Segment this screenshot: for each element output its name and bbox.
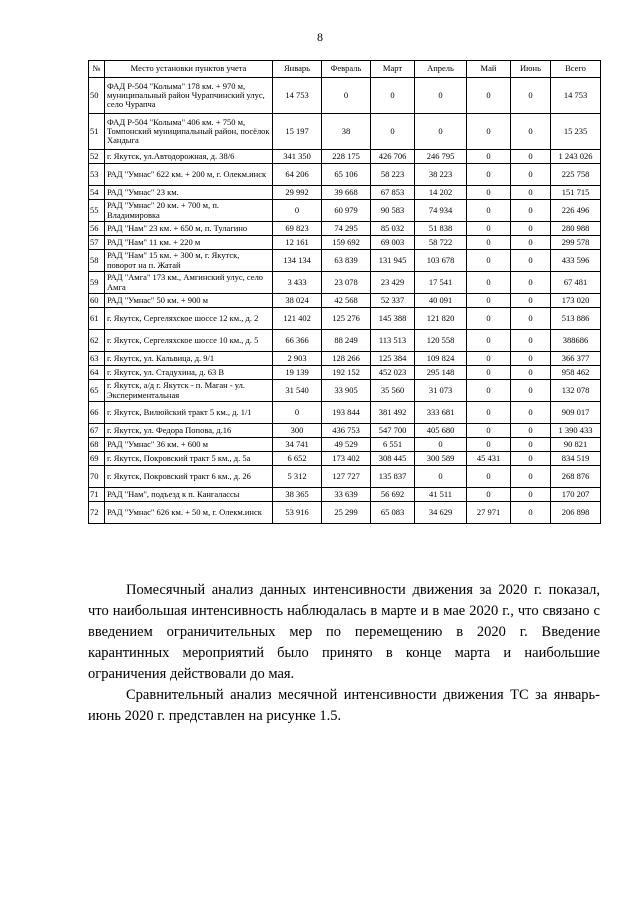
row-may: 0: [467, 78, 511, 114]
body-text: [88, 580, 600, 727]
paragraph-analysis: Помесячный анализ данных интенсивности движения за 2020 г. показал, что наибольшая интенсивность наблюдалась в марте и в мае 2020 г., что связано с введением ограничительных мер по перемещению в 2020 г. Введение карантинных мероприятий было принято в конце марта и наибольшие ограничения действовали до мая.: [88, 582, 600, 682]
header-april: Апрель: [415, 61, 467, 78]
row-february: 193 844: [322, 402, 371, 424]
row-march: 452 023: [371, 366, 415, 380]
row-place: РАД "Нам" 15 км. + 300 м, г. Якутск, поворот на п. Жатай: [105, 250, 273, 272]
row-may: 0: [467, 466, 511, 488]
row-april: 0: [415, 438, 467, 452]
table-row: [89, 236, 601, 250]
row-place: РАД "Нам", подъезд к п. Кангалассы: [105, 488, 273, 502]
row-total: 366 377: [551, 352, 601, 366]
row-total: 958 462: [551, 366, 601, 380]
row-february: 436 753: [322, 424, 371, 438]
row-number: 65: [89, 380, 105, 402]
row-place: РАД "Умнас" 626 км. + 50 м, г. Олекм.инск: [105, 502, 273, 524]
row-january: 341 350: [273, 150, 322, 164]
row-june: 0: [511, 352, 551, 366]
row-june: 0: [511, 78, 551, 114]
row-june: 0: [511, 402, 551, 424]
row-march: 56 692: [371, 488, 415, 502]
row-number: 67: [89, 424, 105, 438]
row-march: 113 513: [371, 330, 415, 352]
row-june: 0: [511, 272, 551, 294]
table-row: [89, 330, 601, 352]
row-january: 53 916: [273, 502, 322, 524]
row-february: 127 727: [322, 466, 371, 488]
row-may: 0: [467, 438, 511, 452]
row-total: 433 596: [551, 250, 601, 272]
row-february: 63 839: [322, 250, 371, 272]
row-january: 121 402: [273, 308, 322, 330]
row-april: 74 934: [415, 200, 467, 222]
row-place: г. Якутск, ул.Автодорожная, д. 38/6: [105, 150, 273, 164]
row-number: 72: [89, 502, 105, 524]
row-june: 0: [511, 452, 551, 466]
row-total: 90 821: [551, 438, 601, 452]
table-row: [89, 466, 601, 488]
row-june: 0: [511, 380, 551, 402]
row-april: 0: [415, 78, 467, 114]
row-may: 0: [467, 272, 511, 294]
row-march: 308 445: [371, 452, 415, 466]
row-january: 64 206: [273, 164, 322, 186]
row-april: 120 558: [415, 330, 467, 352]
table-row: [89, 366, 601, 380]
row-march: 131 945: [371, 250, 415, 272]
row-may: 0: [467, 236, 511, 250]
table-row: [89, 272, 601, 294]
row-number: 59: [89, 272, 105, 294]
table-row: [89, 222, 601, 236]
row-number: 63: [89, 352, 105, 366]
row-january: 15 197: [273, 114, 322, 150]
header-february: Февраль: [322, 61, 371, 78]
row-january: 14 753: [273, 78, 322, 114]
row-place: РАД "Нам" 23 км. + 650 м, п. Тулагино: [105, 222, 273, 236]
row-may: 27 971: [467, 502, 511, 524]
row-april: 0: [415, 114, 467, 150]
table-row: [89, 424, 601, 438]
row-march: 35 560: [371, 380, 415, 402]
row-january: 34 741: [273, 438, 322, 452]
row-june: 0: [511, 200, 551, 222]
row-may: 0: [467, 424, 511, 438]
row-january: 31 540: [273, 380, 322, 402]
row-june: 0: [511, 294, 551, 308]
row-place: г. Якутск, Сергеляхское шоссе 10 км., д. 5: [105, 330, 273, 352]
row-number: 58: [89, 250, 105, 272]
paragraph-figure-reference: Сравнительный анализ месячной интенсивности движения ТС за январь-июнь 2020 г. представлен на рисунке 1.5.: [88, 687, 600, 724]
table-row: [89, 380, 601, 402]
row-january: 66 366: [273, 330, 322, 352]
row-february: 74 295: [322, 222, 371, 236]
row-january: 19 139: [273, 366, 322, 380]
table-row: [89, 502, 601, 524]
row-march: 58 223: [371, 164, 415, 186]
header-may: Май: [467, 61, 511, 78]
row-june: 0: [511, 424, 551, 438]
row-january: 3 433: [273, 272, 322, 294]
header-total: Всего: [551, 61, 601, 78]
table-row: [89, 78, 601, 114]
row-february: 173 402: [322, 452, 371, 466]
row-february: 0: [322, 78, 371, 114]
row-january: 134 134: [273, 250, 322, 272]
row-total: 170 207: [551, 488, 601, 502]
row-january: 6 652: [273, 452, 322, 466]
page-number: 8: [317, 30, 323, 44]
table-row: [89, 186, 601, 200]
row-number: 70: [89, 466, 105, 488]
header-place: Место установки пунктов учета: [105, 61, 273, 78]
row-place: РАД "Умнас" 36 км. + 600 м: [105, 438, 273, 452]
row-place: г. Якутск, ул. Стадухина, д. 63 В: [105, 366, 273, 380]
row-february: 228 175: [322, 150, 371, 164]
row-april: 300 589: [415, 452, 467, 466]
row-march: 69 003: [371, 236, 415, 250]
row-february: 33 639: [322, 488, 371, 502]
row-april: 405 680: [415, 424, 467, 438]
header-march: Март: [371, 61, 415, 78]
row-may: 0: [467, 402, 511, 424]
table-row: [89, 438, 601, 452]
row-february: 65 106: [322, 164, 371, 186]
row-number: 66: [89, 402, 105, 424]
row-number: 68: [89, 438, 105, 452]
table-row: [89, 150, 601, 164]
row-january: 2 903: [273, 352, 322, 366]
row-march: 0: [371, 114, 415, 150]
row-total: 225 758: [551, 164, 601, 186]
row-number: 56: [89, 222, 105, 236]
table-row: [89, 452, 601, 466]
row-april: 121 820: [415, 308, 467, 330]
row-february: 33 905: [322, 380, 371, 402]
row-may: 45 431: [467, 452, 511, 466]
row-number: 71: [89, 488, 105, 502]
row-number: 60: [89, 294, 105, 308]
row-may: 0: [467, 222, 511, 236]
row-number: 62: [89, 330, 105, 352]
row-place: г. Якутск, Вилюйский тракт 5 км., д. 1/1: [105, 402, 273, 424]
row-april: 14 202: [415, 186, 467, 200]
table-row: [89, 352, 601, 366]
row-january: 38 365: [273, 488, 322, 502]
row-january: 69 823: [273, 222, 322, 236]
row-april: 295 148: [415, 366, 467, 380]
row-february: 192 152: [322, 366, 371, 380]
row-place: РАД "Умнас" 50 км. + 900 м: [105, 294, 273, 308]
row-june: 0: [511, 250, 551, 272]
row-total: 909 017: [551, 402, 601, 424]
table-row: [89, 114, 601, 150]
row-place: ФАД Р-504 "Колыма" 178 км. + 970 м, муниципальный район Чурапчинский улус, село Чурапча: [105, 78, 273, 114]
row-february: 60 979: [322, 200, 371, 222]
row-place: г. Якутск, Покровский тракт 6 км., д. 26: [105, 466, 273, 488]
row-number: 54: [89, 186, 105, 200]
table-row: [89, 308, 601, 330]
row-january: 0: [273, 402, 322, 424]
header-january: Январь: [273, 61, 322, 78]
row-february: 38: [322, 114, 371, 150]
row-june: 0: [511, 366, 551, 380]
row-june: 0: [511, 488, 551, 502]
row-may: 0: [467, 380, 511, 402]
row-january: 12 161: [273, 236, 322, 250]
row-february: 49 529: [322, 438, 371, 452]
row-april: 40 091: [415, 294, 467, 308]
row-january: 0: [273, 200, 322, 222]
row-may: 0: [467, 352, 511, 366]
row-may: 0: [467, 330, 511, 352]
row-total: 268 876: [551, 466, 601, 488]
row-may: 0: [467, 114, 511, 150]
row-february: 128 266: [322, 352, 371, 366]
row-total: 206 898: [551, 502, 601, 524]
row-march: 426 706: [371, 150, 415, 164]
row-march: 90 583: [371, 200, 415, 222]
row-total: 1 243 026: [551, 150, 601, 164]
row-april: 34 629: [415, 502, 467, 524]
row-may: 0: [467, 366, 511, 380]
row-february: 125 276: [322, 308, 371, 330]
row-june: 0: [511, 438, 551, 452]
row-june: 0: [511, 466, 551, 488]
row-place: РАД "Умнас" 23 км.: [105, 186, 273, 200]
row-april: 17 541: [415, 272, 467, 294]
row-may: 0: [467, 186, 511, 200]
row-may: 0: [467, 150, 511, 164]
row-number: 57: [89, 236, 105, 250]
row-total: 1 390 433: [551, 424, 601, 438]
row-april: 38 223: [415, 164, 467, 186]
row-total: 299 578: [551, 236, 601, 250]
row-may: 0: [467, 294, 511, 308]
row-march: 52 337: [371, 294, 415, 308]
row-total: 834 519: [551, 452, 601, 466]
row-total: 226 496: [551, 200, 601, 222]
row-june: 0: [511, 114, 551, 150]
row-total: 67 481: [551, 272, 601, 294]
row-april: 31 073: [415, 380, 467, 402]
row-total: 173 020: [551, 294, 601, 308]
table-row: [89, 488, 601, 502]
row-number: 69: [89, 452, 105, 466]
row-place: РАД "Умнас" 20 км. + 700 м, п. Владимировка: [105, 200, 273, 222]
row-total: 14 753: [551, 78, 601, 114]
row-april: 0: [415, 466, 467, 488]
row-june: 0: [511, 502, 551, 524]
row-march: 85 032: [371, 222, 415, 236]
row-january: 300: [273, 424, 322, 438]
row-may: 0: [467, 250, 511, 272]
row-february: 39 668: [322, 186, 371, 200]
row-total: 151 715: [551, 186, 601, 200]
row-april: 103 678: [415, 250, 467, 272]
row-march: 145 388: [371, 308, 415, 330]
table-body: [89, 78, 601, 524]
row-february: 42 568: [322, 294, 371, 308]
row-place: г. Якутск, Покровский тракт 5 км., д. 5а: [105, 452, 273, 466]
row-number: 50: [89, 78, 105, 114]
row-place: г. Якутск, ул. Кальвица, д. 9/1: [105, 352, 273, 366]
row-total: 15 235: [551, 114, 601, 150]
row-place: РАД "Умнас" 622 км. + 200 м, г. Олекм.инск: [105, 164, 273, 186]
row-number: 51: [89, 114, 105, 150]
row-june: 0: [511, 308, 551, 330]
row-april: 333 681: [415, 402, 467, 424]
row-march: 0: [371, 78, 415, 114]
row-place: г. Якутск, Сергеляхское шоссе 12 км., д. 2: [105, 308, 273, 330]
row-april: 41 511: [415, 488, 467, 502]
row-total: 132 078: [551, 380, 601, 402]
row-june: 0: [511, 236, 551, 250]
row-april: 51 838: [415, 222, 467, 236]
row-march: 23 429: [371, 272, 415, 294]
row-place: г. Якутск, ул. Федора Попова, д.16: [105, 424, 273, 438]
row-may: 0: [467, 488, 511, 502]
row-february: 25 299: [322, 502, 371, 524]
table-row: [89, 294, 601, 308]
table-header-row: [89, 61, 601, 78]
row-total: 280 988: [551, 222, 601, 236]
table-row: [89, 250, 601, 272]
row-place: РАД "Нам" 11 км. + 220 м: [105, 236, 273, 250]
row-number: 61: [89, 308, 105, 330]
row-february: 88 249: [322, 330, 371, 352]
row-april: 246 795: [415, 150, 467, 164]
row-may: 0: [467, 308, 511, 330]
row-place: г. Якутск, а/д г. Якутск - п. Маган - ул. Экспериментальная: [105, 380, 273, 402]
row-january: 5 312: [273, 466, 322, 488]
row-total: 388686: [551, 330, 601, 352]
table-row: [89, 164, 601, 186]
row-june: 0: [511, 164, 551, 186]
row-number: 52: [89, 150, 105, 164]
row-march: 547 700: [371, 424, 415, 438]
row-january: 38 024: [273, 294, 322, 308]
row-june: 0: [511, 222, 551, 236]
table-row: [89, 200, 601, 222]
row-place: РАД "Амга" 173 км., Амгинский улус, село Амга: [105, 272, 273, 294]
row-march: 65 083: [371, 502, 415, 524]
row-june: 0: [511, 150, 551, 164]
row-february: 159 692: [322, 236, 371, 250]
row-january: 29 992: [273, 186, 322, 200]
row-march: 67 853: [371, 186, 415, 200]
row-march: 135 837: [371, 466, 415, 488]
row-march: 6 551: [371, 438, 415, 452]
row-march: 125 384: [371, 352, 415, 366]
header-number: №: [89, 61, 105, 78]
row-june: 0: [511, 330, 551, 352]
row-march: 381 492: [371, 402, 415, 424]
row-february: 23 078: [322, 272, 371, 294]
header-june: Июнь: [511, 61, 551, 78]
traffic-counts-table: [88, 60, 601, 524]
row-may: 0: [467, 200, 511, 222]
row-place: ФАД Р-504 "Колыма" 406 км. + 750 м, Томпонский муниципальный район, посёлок Хандыга: [105, 114, 273, 150]
row-may: 0: [467, 164, 511, 186]
row-number: 55: [89, 200, 105, 222]
row-june: 0: [511, 186, 551, 200]
row-number: 64: [89, 366, 105, 380]
table-row: [89, 402, 601, 424]
row-april: 58 722: [415, 236, 467, 250]
row-total: 513 886: [551, 308, 601, 330]
row-april: 109 824: [415, 352, 467, 366]
row-number: 53: [89, 164, 105, 186]
